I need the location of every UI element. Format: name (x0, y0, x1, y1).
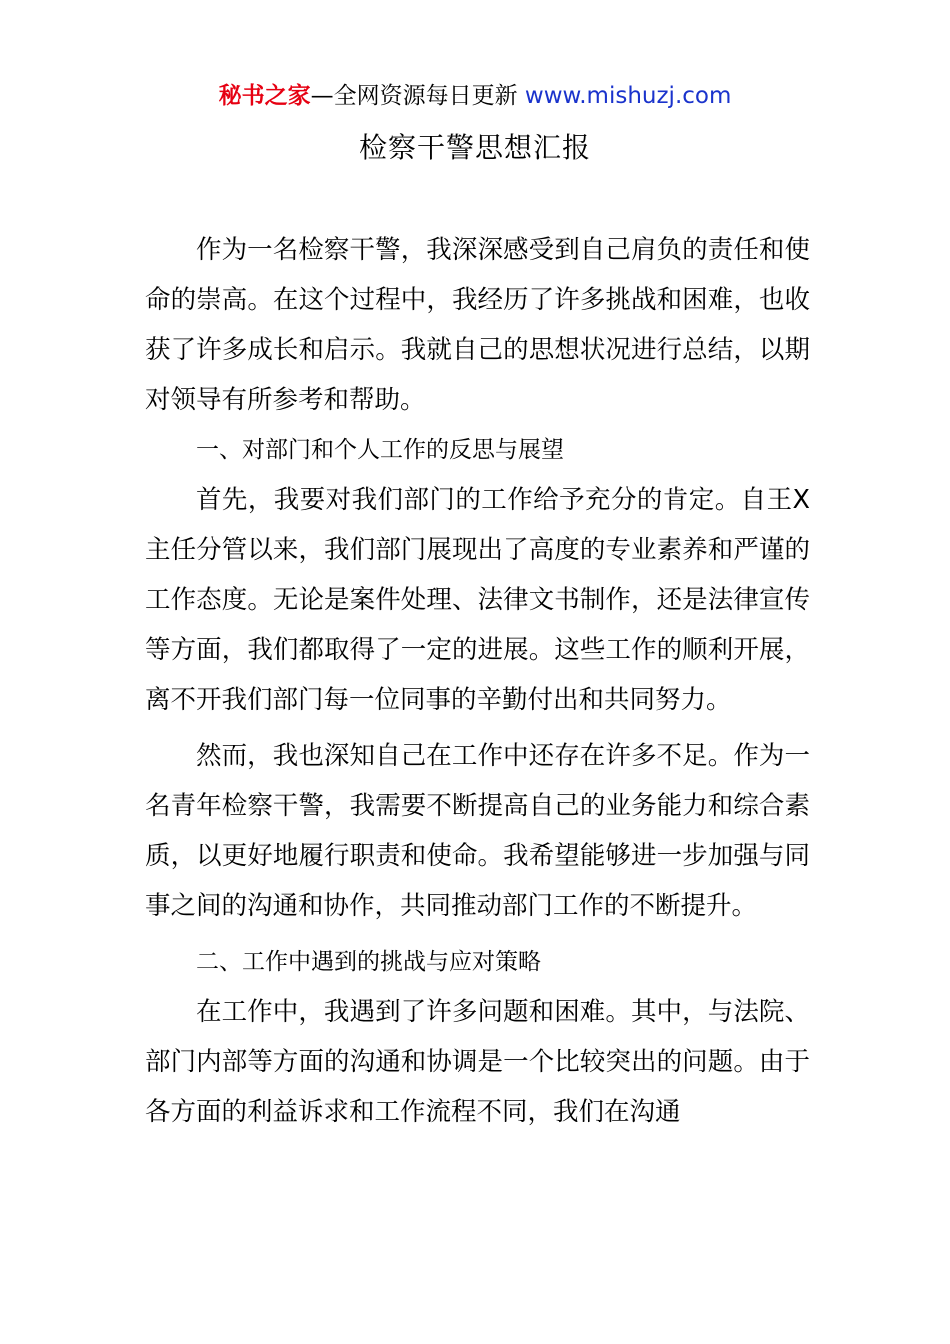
section-heading-1: 一、对部门和个人工作的反思与展望 (196, 437, 564, 463)
section-heading-2: 二、工作中遇到的挑战与应对策略 (196, 949, 541, 975)
paragraph-challenges: 在工作中，我遇到了许多问题和困难。其中，与法院、部门内部等方面的沟通和协调是一个比较突出的问题。由于各方面的利益诉求和工作流程不同，我们在沟通 (145, 997, 810, 1127)
site-url-link[interactable]: www.mishuzj.com (524, 83, 732, 109)
paragraph-affirmation: 首先，我要对我们部门的工作给予充分的肯定。自王X主任分管以来，我们部门展现出了高度的专业素养和严谨的工作态度。无论是案件处理、法律文书制作，还是法律宣传等方面，我们都取得了一定的进展。这些工作的顺利开展，离不开我们部门每一位同事的辛勤付出和共同努力。 (145, 485, 810, 715)
site-slogan: —全网资源每日更新 (310, 83, 518, 109)
paragraph-intro: 作为一名检察干警，我深深感受到自己肩负的责任和使命的崇高。在这个过程中，我经历了许多挑战和困难，也收获了许多成长和启示。我就自己的思想状况进行总结，以期对领导有所参考和帮助。 (145, 235, 810, 415)
document-body (145, 225, 810, 1137)
site-banner (0, 80, 950, 112)
site-brand: 秘书之家 (218, 83, 311, 109)
paragraph-shortcomings: 然而，我也深知自己在工作中还存在许多不足。作为一名青年检察干警，我需要不断提高自己的业务能力和综合素质，以更好地履行职责和使命。我希望能够进一步加强与同事之间的沟通和协作，共同推动部门工作的不断提升。 (145, 741, 810, 921)
document-title: 检察干警思想汇报 (358, 131, 591, 164)
